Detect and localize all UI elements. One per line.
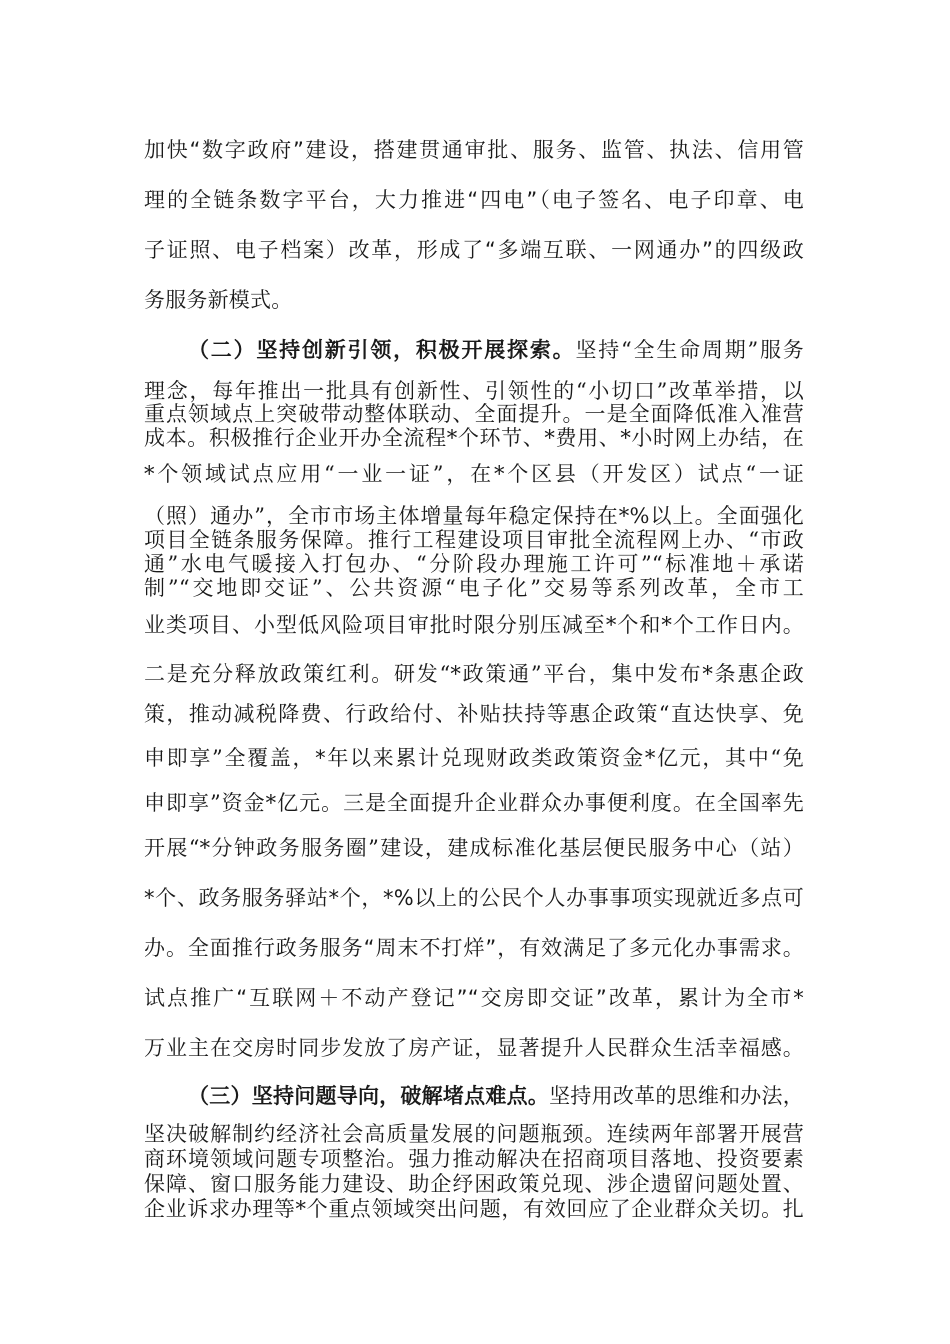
heading-line-text: 坚持用改革的思维和办法， — [549, 1084, 804, 1108]
paragraph-line: 企业诉求办理等*个重点领域突出问题，有效回应了企业群众关切。扎 — [144, 1197, 804, 1221]
paragraph-line: 项目全链条服务保障。推行工程建设项目审批全流程网上办、“市政 — [144, 528, 804, 552]
paragraph-line: （照）通办”，全市市场主体增量每年稳定保持在*%以上。全面强化 — [144, 504, 804, 528]
paragraph-line: 办。全面推行政务服务“周末不打烊”，有效满足了多元化办事需求。 — [144, 936, 804, 960]
paragraph-line: 开展“*分钟政务服务圈”建设，建成标准化基层便民服务中心（站） — [144, 836, 804, 860]
paragraph-line: 成本。积极推行企业开办全流程*个环节、*费用、*小时网上办结，在 — [144, 426, 804, 450]
paragraph-line: 通”水电气暖接入打包办、“分阶段办理施工许可”“标准地＋承诺 — [144, 552, 804, 576]
paragraph-line: 制”“交地即交证”、公共资源“电子化”交易等系列改革，全市工 — [144, 576, 804, 600]
paragraph-line: *个、政务服务驿站*个，*%以上的公民个人办事事项实现就近多点可 — [144, 886, 804, 910]
paragraph-line: 坚决破解制约经济社会高质量发展的问题瓶颈。连续两年部署开展营 — [144, 1122, 804, 1146]
section-heading-line — [188, 337, 804, 363]
paragraph-line: 子证照、电子档案）改革，形成了“多端互联、一网通办”的四级政 — [144, 238, 804, 262]
line-segment: *年以来累计兑现财政类政策资金 — [315, 746, 645, 770]
paragraph-line: 理念，每年推出一批具有创新性、引领性的“小切口”改革举措，以 — [144, 379, 804, 403]
paragraph-line: 二是充分释放政策红利。研发“*政策通”平台，集中发布*条惠企政 — [144, 662, 804, 686]
section-heading: （三）坚持问题导向，破解堵点难点。 — [188, 1084, 550, 1108]
line-segment: *亿元，其中“免 — [644, 746, 804, 770]
paragraph-line: 重点领域点上突破带动整体联动、全面提升。一是全面降低准入准营 — [144, 402, 804, 426]
paragraph-line: 商环境领域问题专项整治。强力推动解决在招商项目落地、投资要素 — [144, 1147, 804, 1171]
paragraph-line: 加快“数字政府”建设，搭建贯通审批、服务、监管、执法、信用管 — [144, 138, 804, 162]
section-heading-line — [188, 1083, 804, 1109]
paragraph-line — [144, 745, 804, 771]
paragraph-line: 业类项目、小型低风险项目审批时限分别压减至*个和*个工作日内。 — [144, 613, 804, 637]
paragraph-line: 务服务新模式。 — [144, 288, 293, 312]
line-segment: 申即享”全覆盖， — [144, 746, 316, 770]
paragraph-line: 试点推广“互联网＋不动产登记”“交房即交证”改革，累计为全市* — [144, 986, 804, 1010]
paragraph-line: 保障、窗口服务能力建设、助企纾困政策兑现、涉企遗留问题处置、 — [144, 1172, 804, 1196]
heading-line-text: 坚持“全生命周期”服务 — [575, 338, 805, 362]
paragraph-line: 万业主在交房时同步发放了房产证，显著提升人民群众生活幸福感。 — [144, 1036, 804, 1060]
paragraph-line: 理的全链条数字平台，大力推进“四电”（电子签名、电子印章、电 — [144, 188, 804, 212]
section-heading: （二）坚持创新引领，积极开展探索。 — [188, 338, 576, 362]
paragraph-line: 申即享”资金*亿元。三是全面提升企业群众办事便利度。在全国率先 — [144, 791, 804, 815]
paragraph-line: *个领域试点应用“一业一证”，在*个区县（开发区）试点“一证 — [144, 462, 804, 486]
paragraph-line: 策，推动减税降费、行政给付、补贴扶持等惠企政策“直达快享、免 — [144, 702, 804, 726]
